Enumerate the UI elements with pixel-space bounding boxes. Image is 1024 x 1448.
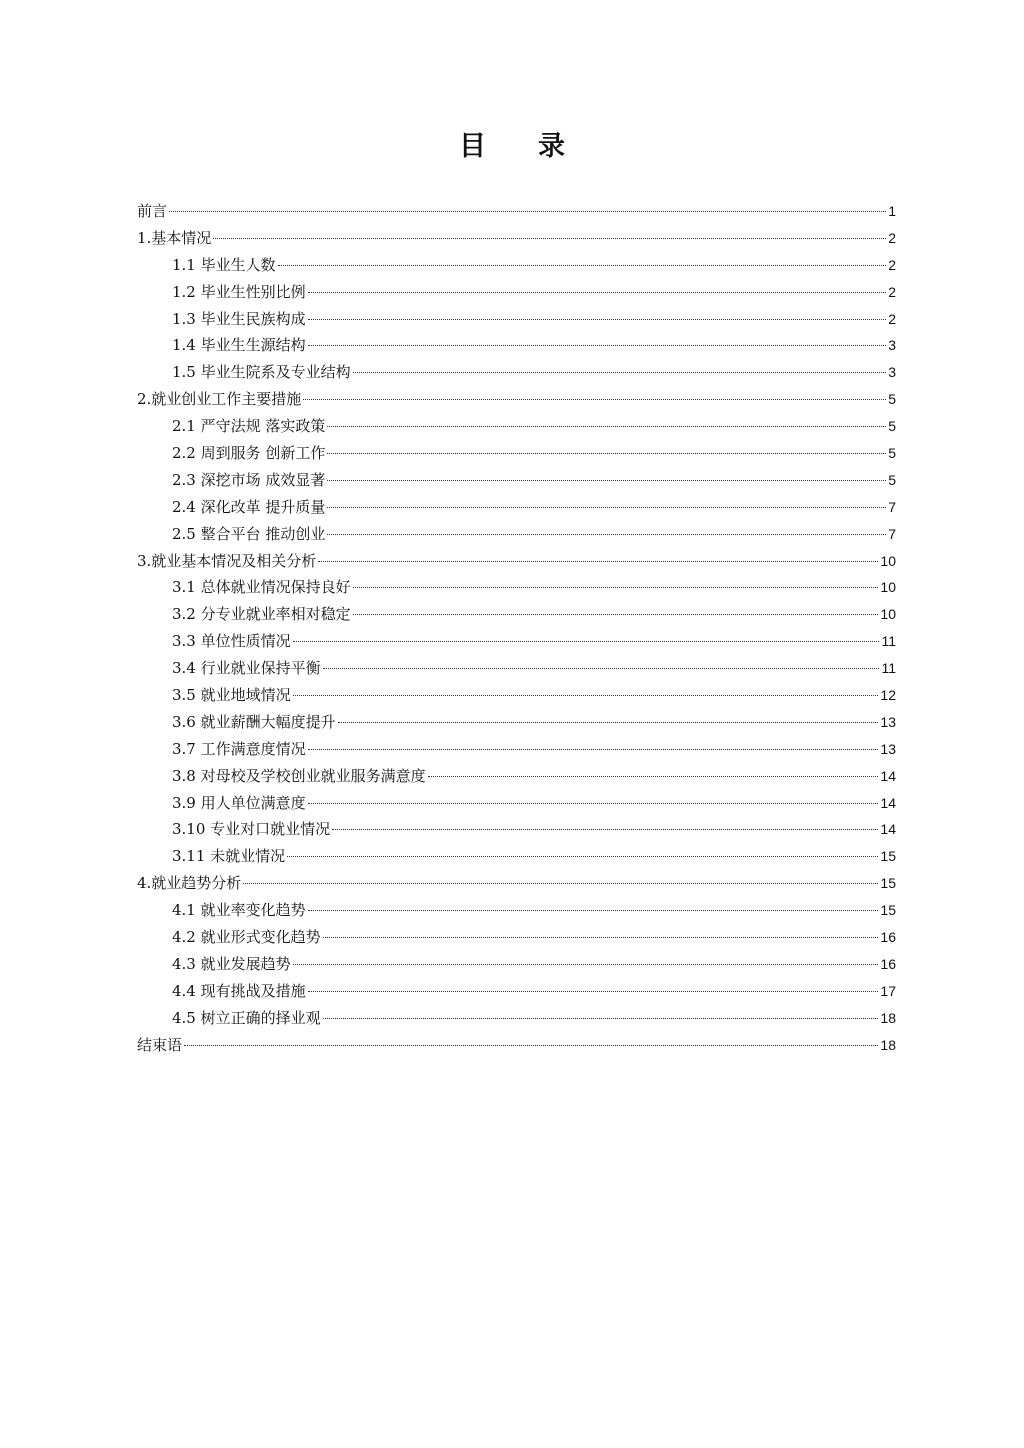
dot-leader: [353, 372, 887, 373]
toc-entry[interactable]: [137, 359, 896, 386]
toc-entry[interactable]: [137, 924, 896, 951]
toc-entry[interactable]: [137, 225, 896, 252]
dot-leader: [428, 776, 879, 777]
toc-entry-label: 1.3 毕业生民族构成: [172, 309, 306, 328]
toc-entry[interactable]: [137, 655, 896, 682]
toc-entry[interactable]: [137, 951, 896, 978]
toc-entry-label: 4.4 现有挑战及措施: [172, 981, 306, 1000]
toc-entry[interactable]: [137, 601, 896, 628]
toc-entry[interactable]: [137, 897, 896, 924]
toc-entry-page-number: 5: [888, 445, 896, 462]
dot-leader: [278, 265, 887, 266]
toc-entry-label: 3.1 总体就业情况保持良好: [172, 578, 351, 597]
dot-leader: [318, 561, 878, 562]
toc-entry[interactable]: [137, 279, 896, 306]
toc-entry-page-number: 10: [880, 579, 896, 596]
dot-leader: [243, 883, 878, 884]
toc-entry-label: 4.2 就业形式变化趋势: [172, 928, 321, 947]
toc-entry[interactable]: [137, 548, 896, 575]
toc-entry-page-number: 15: [880, 875, 896, 892]
toc-entry-page-number: 2: [888, 229, 896, 246]
toc-entry-page-number: 10: [880, 552, 896, 569]
toc-entry-page-number: 5: [888, 418, 896, 435]
toc-entry-page-number: 1: [888, 203, 896, 219]
toc-entry[interactable]: [137, 494, 896, 521]
dot-leader: [323, 937, 879, 938]
toc-entry-label: 3.8 对母校及学校创业就业服务满意度: [172, 766, 426, 785]
toc-entry-label: 3.10 专业对口就业情况: [172, 820, 331, 839]
toc-entry-page-number: 7: [888, 525, 896, 542]
dot-leader: [327, 480, 886, 481]
toc-entry-page-number: 2: [888, 283, 896, 300]
toc-entry-label: 3.6 就业薪酬大幅度提升: [172, 712, 336, 731]
dot-leader: [293, 641, 880, 642]
toc-entry-label: 1.5 毕业生院系及专业结构: [172, 363, 351, 382]
dot-leader: [332, 829, 878, 830]
toc-entry-label: 1.1 毕业生人数: [172, 255, 276, 274]
toc-entry[interactable]: [137, 1005, 896, 1032]
toc-entry-page-number: 5: [888, 391, 896, 408]
toc-entry-page-number: 14: [880, 821, 896, 838]
toc-entry-page-number: 5: [888, 471, 896, 488]
toc-entry-label: 3.11 未就业情况: [172, 847, 286, 866]
toc-entry-label: 结束语: [137, 1035, 183, 1054]
toc-entry-page-number: 3: [888, 337, 896, 354]
toc-entry-label: 2.2 周到服务 创新工作: [172, 444, 326, 463]
toc-entry-page-number: 3: [888, 364, 896, 381]
toc-entry[interactable]: [137, 574, 896, 601]
toc-entry[interactable]: [137, 978, 896, 1005]
toc-entry-page-number: 11: [881, 633, 896, 650]
toc-entry[interactable]: [137, 521, 896, 548]
toc-entry-label: 3.7 工作满意度情况: [172, 739, 306, 758]
dot-leader: [327, 426, 886, 427]
toc-entry-page-number: 13: [880, 740, 896, 757]
dot-leader: [293, 964, 879, 965]
toc-entry[interactable]: [137, 870, 896, 897]
toc-entry-page-number: 7: [888, 498, 896, 515]
toc-entry[interactable]: [137, 198, 896, 225]
toc-entry-page-number: 12: [880, 687, 896, 704]
toc-entry-label: 2.5 整合平台 推动创业: [172, 524, 326, 543]
toc-entry-label: 3.9 用人单位满意度: [172, 793, 306, 812]
toc-entry[interactable]: [137, 736, 896, 763]
dot-leader: [303, 399, 886, 400]
dot-leader: [308, 345, 887, 346]
dot-leader: [169, 211, 886, 212]
dot-leader: [287, 856, 878, 857]
toc-entry-label: 2.4 深化改革 提升质量: [172, 497, 326, 516]
toc-entry-label: 4.就业趋势分析: [137, 874, 242, 893]
dot-leader: [308, 749, 879, 750]
toc-entry[interactable]: [137, 709, 896, 736]
toc-entry-label: 3.2 分专业就业率相对稳定: [172, 605, 351, 624]
toc-entry[interactable]: [137, 252, 896, 279]
dot-leader: [327, 534, 886, 535]
toc-entry-page-number: 10: [880, 606, 896, 623]
dot-leader: [184, 1045, 878, 1046]
toc-entry-page-number: 2: [888, 256, 896, 273]
toc-entry-page-number: 11: [881, 660, 896, 677]
table-of-contents: [137, 198, 896, 1059]
toc-entry-label: 4.3 就业发展趋势: [172, 954, 291, 973]
dot-leader: [323, 1018, 879, 1019]
toc-entry-label: 2.就业创业工作主要措施: [137, 390, 302, 409]
dot-leader: [308, 991, 879, 992]
toc-entry[interactable]: [137, 1032, 896, 1059]
toc-entry-page-number: 15: [880, 848, 896, 865]
toc-entry-page-number: 18: [880, 1036, 896, 1053]
dot-leader: [327, 453, 886, 454]
toc-entry-label: 2.3 深挖市场 成效显著: [172, 470, 326, 489]
toc-entry-label: 3.4 行业就业保持平衡: [172, 659, 321, 678]
toc-entry[interactable]: [137, 306, 896, 333]
toc-entry[interactable]: [137, 467, 896, 494]
toc-entry[interactable]: [137, 386, 896, 413]
dot-leader: [338, 722, 879, 723]
toc-entry-label: 3.3 单位性质情况: [172, 632, 291, 651]
toc-entry-page-number: 13: [880, 713, 896, 730]
toc-entry-label: 2.1 严守法规 落实政策: [172, 417, 326, 436]
toc-entry[interactable]: [137, 790, 896, 817]
toc-entry-label: 前言: [137, 202, 168, 220]
dot-leader: [293, 695, 879, 696]
toc-entry-page-number: 18: [880, 1009, 896, 1026]
toc-entry-label: 4.5 树立正确的择业观: [172, 1008, 321, 1027]
dot-leader: [323, 668, 880, 669]
toc-entry[interactable]: [137, 816, 896, 843]
dot-leader: [308, 292, 887, 293]
toc-entry-label: 3.就业基本情况及相关分析: [137, 551, 317, 570]
toc-entry[interactable]: [137, 440, 896, 467]
toc-entry-page-number: 2: [888, 310, 896, 327]
toc-entry-page-number: 14: [880, 794, 896, 811]
toc-entry[interactable]: [137, 413, 896, 440]
toc-entry-page-number: 16: [880, 929, 896, 946]
toc-entry[interactable]: [137, 763, 896, 790]
toc-entry-label: 1.4 毕业生生源结构: [172, 336, 306, 355]
dot-leader: [308, 319, 887, 320]
toc-entry-page-number: 15: [880, 902, 896, 919]
toc-entry-label: 4.1 就业率变化趋势: [172, 901, 306, 920]
dot-leader: [327, 507, 886, 508]
toc-entry-page-number: 14: [880, 767, 896, 784]
toc-entry-page-number: 16: [880, 955, 896, 972]
page-title: 目录: [459, 131, 617, 162]
toc-entry-page-number: 17: [880, 982, 896, 999]
toc-entry[interactable]: [137, 628, 896, 655]
dot-leader: [308, 910, 879, 911]
dot-leader: [353, 614, 879, 615]
toc-entry[interactable]: [137, 682, 896, 709]
toc-entry-label: 3.5 就业地域情况: [172, 686, 291, 705]
dot-leader: [308, 803, 879, 804]
toc-entry-label: 1.2 毕业生性别比例: [172, 282, 306, 301]
dot-leader: [353, 587, 879, 588]
toc-entry[interactable]: [137, 843, 896, 870]
toc-entry[interactable]: [137, 332, 896, 359]
toc-entry-label: 1.基本情况: [137, 228, 212, 247]
dot-leader: [213, 238, 886, 239]
